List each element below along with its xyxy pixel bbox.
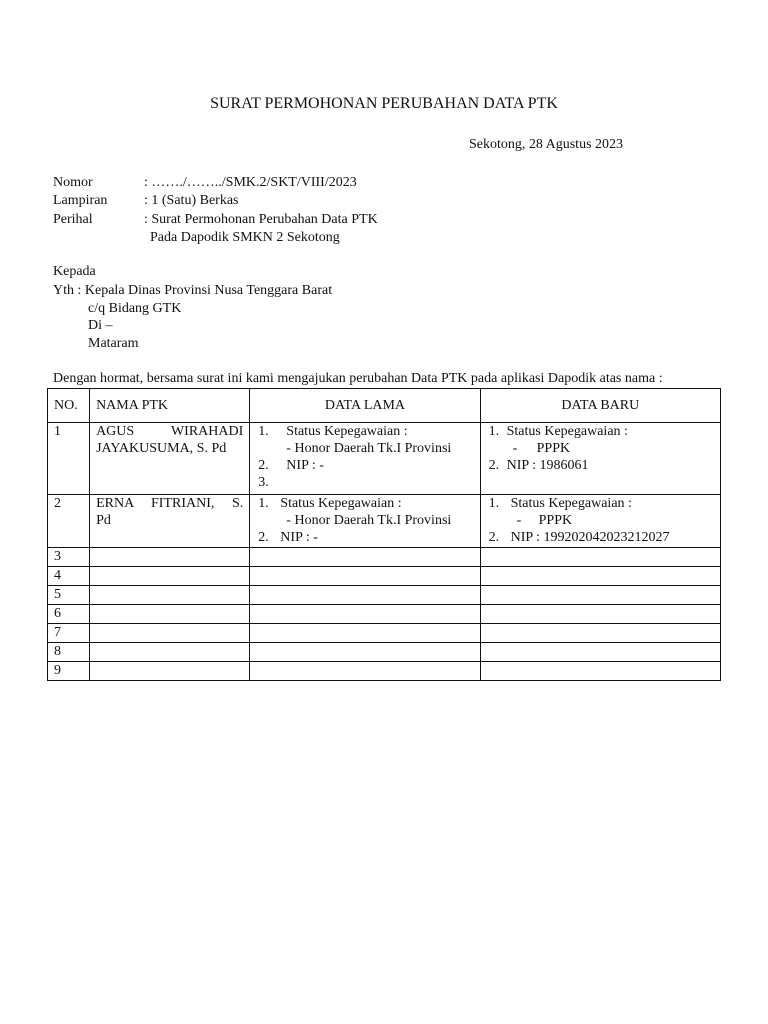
name-line-2: JAYAKUSUMA, S. Pd: [96, 441, 227, 456]
empty-cell: [90, 586, 250, 605]
table-row: [48, 624, 721, 643]
recipient-city: Mataram: [88, 336, 139, 351]
empty-cell: [480, 586, 720, 605]
lampiran-label: Lampiran: [53, 193, 108, 208]
old-status-value: - Honor Daerah Tk.I Provinsi: [286, 441, 452, 456]
name-part: ERNA: [96, 496, 134, 511]
nomor-label: Nomor: [53, 175, 93, 190]
perihal-label: Perihal: [53, 212, 93, 227]
list-dash: -: [512, 441, 518, 456]
list-number: 2.: [258, 458, 269, 473]
ptk-name: [90, 495, 250, 548]
row-number: 9: [48, 662, 90, 681]
name-part: AGUS: [96, 424, 135, 439]
empty-cell: [90, 567, 250, 586]
header-no: NO.: [48, 389, 90, 423]
list-number: 2.: [488, 530, 500, 545]
new-status-label: Status Kepegawaian :: [506, 424, 628, 439]
table-row: [48, 567, 721, 586]
old-data: [250, 495, 480, 548]
empty-cell: [250, 586, 480, 605]
list-dash: -: [516, 513, 522, 528]
row-number: 6: [48, 605, 90, 624]
name-part: FITRIANI,: [151, 496, 215, 511]
lampiran-value: : 1 (Satu) Berkas: [144, 193, 239, 208]
name-part: WIRAHADI: [170, 424, 244, 439]
list-number: 2.: [488, 458, 500, 473]
empty-cell: [250, 567, 480, 586]
row-number: 1: [48, 423, 90, 495]
old-status-label: Status Kepegawaian :: [286, 424, 408, 439]
row-number: 5: [48, 586, 90, 605]
table-row: [48, 548, 721, 567]
header-old-data: DATA LAMA: [250, 389, 480, 423]
row-number: 2: [48, 495, 90, 548]
nomor-value: : ……./……../SMK.2/SKT/VIII/2023: [144, 175, 357, 190]
empty-cell: [90, 662, 250, 681]
old-status-label: Status Kepegawaian :: [280, 496, 402, 511]
empty-cell: [250, 643, 480, 662]
table-row: [48, 495, 721, 548]
new-nip: NIP : 199202042023212027: [510, 530, 670, 545]
empty-cell: [250, 662, 480, 681]
perihal-value: : Surat Permohonan Perubahan Data PTK: [144, 212, 378, 227]
row-number: 8: [48, 643, 90, 662]
table-header-row: [48, 389, 721, 423]
ptk-name: [90, 423, 250, 495]
list-number: 1.: [258, 496, 269, 511]
new-status-value: PPPK: [536, 441, 571, 456]
new-data: [480, 423, 720, 495]
new-status-label: Status Kepegawaian :: [510, 496, 632, 511]
table-row: [48, 662, 721, 681]
list-number: 1.: [258, 424, 269, 439]
header-name: NAMA PTK: [90, 389, 250, 423]
empty-cell: [90, 548, 250, 567]
ptk-table: [47, 388, 721, 681]
empty-cell: [480, 567, 720, 586]
old-nip: NIP : -: [286, 458, 324, 473]
list-number: 3.: [258, 475, 269, 490]
perihal-row: [53, 211, 378, 228]
name-part: S.: [232, 496, 244, 511]
row-number: 4: [48, 567, 90, 586]
empty-cell: [90, 624, 250, 643]
row-number: 3: [48, 548, 90, 567]
name-line-2: Pd: [96, 513, 111, 528]
letter-title: SURAT PERMOHONAN PERUBAHAN DATA PTK: [210, 95, 558, 112]
new-nip: NIP : 1986061: [506, 458, 589, 473]
table-row: [48, 643, 721, 662]
empty-cell: [250, 548, 480, 567]
old-status-value: - Honor Daerah Tk.I Provinsi: [286, 513, 452, 528]
intro-paragraph: Dengan hormat, bersama surat ini kami mengajukan perubahan Data PTK pada aplikasi Dapodik atas nama :: [53, 371, 663, 386]
table-row: [48, 423, 721, 495]
empty-cell: [250, 624, 480, 643]
row-number: 7: [48, 624, 90, 643]
header-new-data: DATA BARU: [480, 389, 720, 423]
table-row: [48, 586, 721, 605]
recipient-yth: Yth : Kepala Dinas Provinsi Nusa Tenggara Barat: [53, 283, 333, 298]
empty-cell: [480, 643, 720, 662]
nomor-row: [53, 174, 357, 191]
place-date: Sekotong, 28 Agustus 2023: [469, 137, 624, 152]
new-data: [480, 495, 720, 548]
empty-cell: [250, 605, 480, 624]
empty-cell: [480, 624, 720, 643]
empty-cell: [90, 643, 250, 662]
empty-cell: [90, 605, 250, 624]
old-nip: NIP : -: [280, 530, 318, 545]
old-data: [250, 423, 480, 495]
list-number: 1.: [488, 424, 500, 439]
new-status-value: PPPK: [538, 513, 573, 528]
kepada-label: Kepada: [53, 264, 96, 279]
table-row: [48, 605, 721, 624]
list-number: 2.: [258, 530, 269, 545]
lampiran-row: [53, 192, 238, 209]
list-number: 1.: [488, 496, 500, 511]
recipient-di: Di –: [88, 318, 113, 333]
perihal-value-continued: Pada Dapodik SMKN 2 Sekotong: [150, 230, 340, 245]
recipient-cq: c/q Bidang GTK: [88, 301, 182, 316]
empty-cell: [480, 548, 720, 567]
empty-cell: [480, 605, 720, 624]
empty-cell: [480, 662, 720, 681]
